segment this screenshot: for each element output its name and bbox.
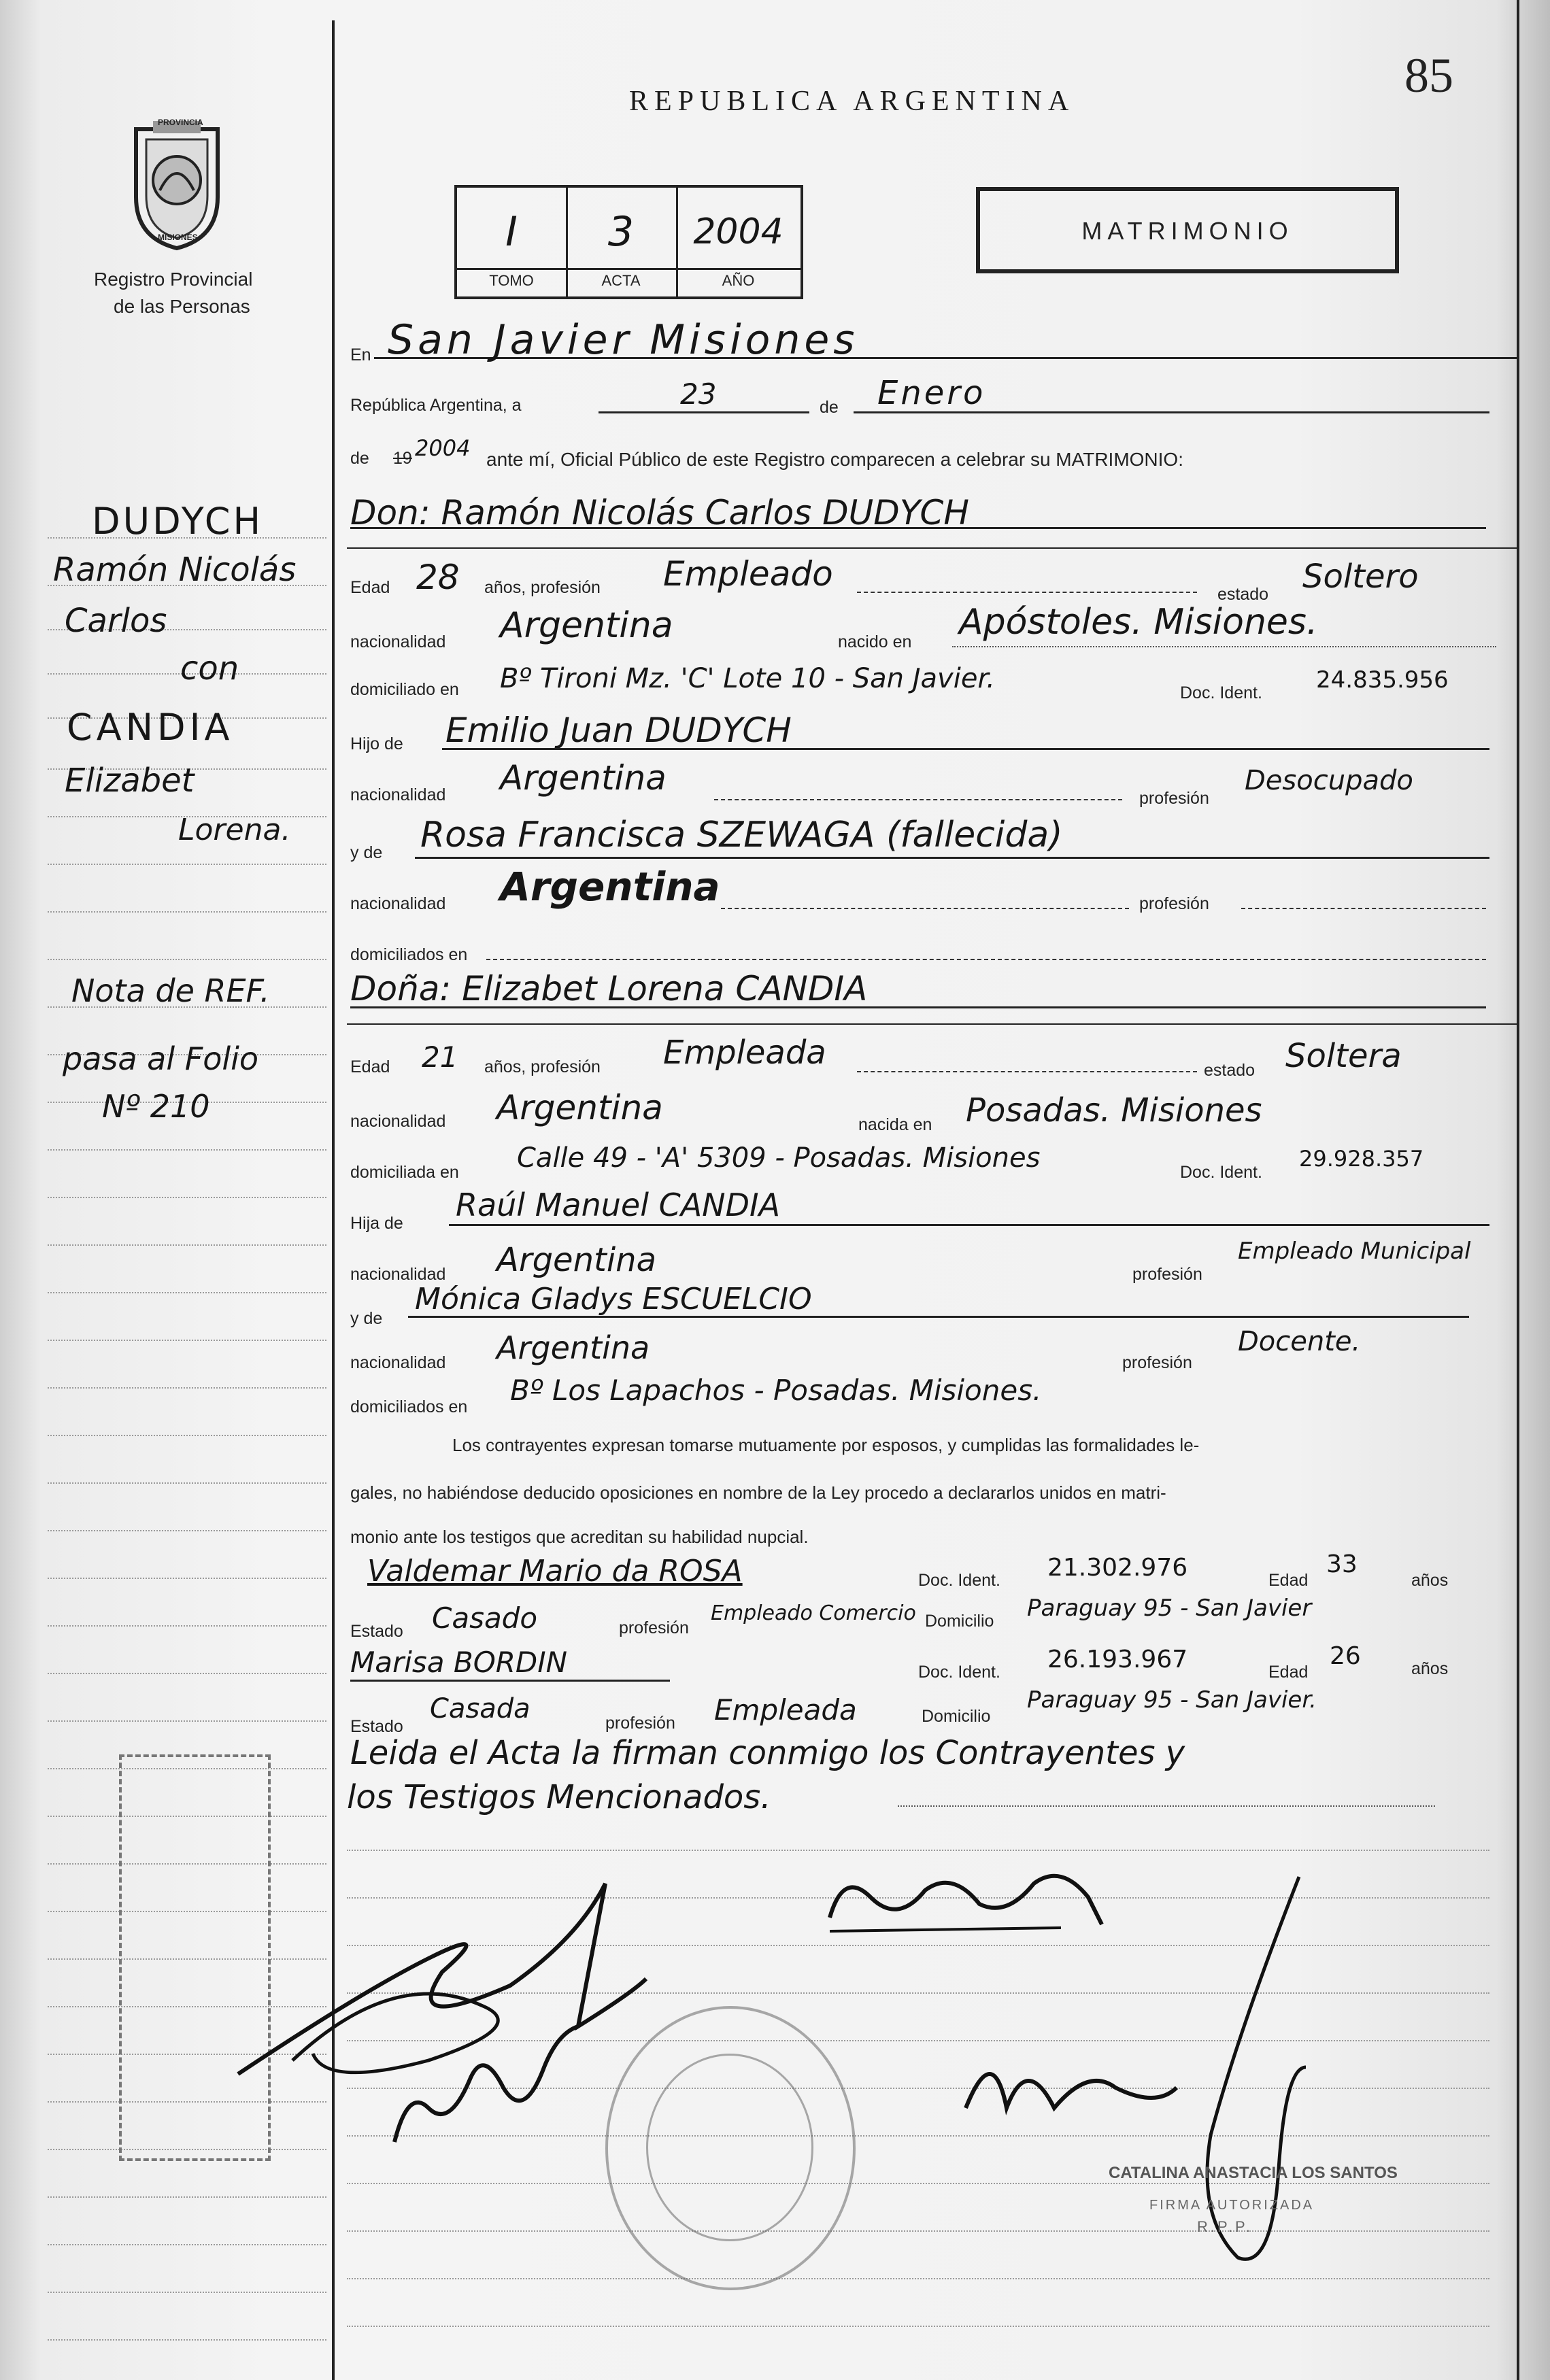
place-value: San Javier Misiones [388, 316, 859, 364]
bride-mother-nat: Argentina [496, 1329, 650, 1366]
country-title: REPUBLICA ARGENTINA [629, 86, 1075, 117]
witness2-estado-label: Estado [350, 1717, 403, 1736]
witness2-doc-label: Doc. Ident. [918, 1663, 1000, 1682]
groom-doc: 24.835.956 [1316, 666, 1449, 694]
official-title: FIRMA AUTORIZADA [1149, 2198, 1315, 2213]
groom-father-prof: Desocupado [1245, 765, 1413, 796]
groom-father-prof-label: profesión [1139, 789, 1209, 808]
margin-nota-ref: Nota de REF. [71, 972, 270, 1009]
bride-mother-nat-label: nacionalidad [350, 1353, 446, 1372]
groom-mother: Rosa Francisca SZEWAGA (fallecida) [420, 815, 1063, 855]
groom-age: 28 [416, 558, 460, 597]
registry-name-line2: de las Personas [114, 296, 250, 317]
witness1-prof: Empleado Comercio [711, 1601, 916, 1625]
legal-text-3: monio ante los testigos que acreditan su habilidad nupcial. [350, 1527, 809, 1547]
groom-anos-profesion: años, profesión [484, 578, 601, 597]
groom-mother-nat: Argentina [500, 864, 720, 910]
ante-text: ante mí, Oficial Público de este Registro comparecen a celebrar su MATRIMONIO: [486, 449, 1183, 470]
witness2-edad-label: Edad [1268, 1663, 1309, 1682]
witness2-prof: Empleada [714, 1693, 857, 1727]
witness1-estado: Casado [432, 1601, 538, 1635]
legal-text-1: Los contrayentes expresan tomarse mutuamente por esposos, y cumplidas las formalidades le- [452, 1435, 1200, 1455]
acta-label: ACTA [601, 272, 641, 289]
witness2-prof-label: profesión [605, 1714, 675, 1733]
hija-label: Hija de [350, 1214, 403, 1233]
ano-label: AÑO [722, 272, 755, 289]
groom-line: Don: Ramón Nicolás Carlos DUDYCH [350, 493, 969, 532]
right-border [1517, 0, 1519, 2380]
bride-parents-dom-label: domiciliados en [350, 1397, 468, 1416]
margin-names-4: Lorena. [178, 813, 291, 847]
bride-nationality: Argentina [496, 1088, 663, 1127]
bride-line: Doña: Elizabet Lorena CANDIA [350, 969, 868, 1008]
day-value: 23 [680, 377, 717, 411]
bride-parents-address: Bº Los Lapachos - Posadas. Misiones. [510, 1374, 1042, 1407]
hijo-label: Hijo de [350, 734, 403, 753]
legal-text-2: gales, no habiéndose deducido oposiciones en nombre de la Ley procedo a declararlos unidos en matri- [350, 1482, 1166, 1503]
groom-estado: Soltero [1302, 558, 1419, 596]
groom-nat-label: nacionalidad [350, 632, 446, 651]
margin-names-2: Carlos [65, 602, 167, 640]
witness1-age: 33 [1326, 1550, 1358, 1578]
groom-domiciliado-label: domiciliado en [350, 680, 459, 699]
record-type-box [976, 187, 1399, 273]
witness1-edad-label: Edad [1268, 1571, 1309, 1590]
bride-father-nat: Argentina [496, 1241, 656, 1279]
bride-anos-profesion: años, profesión [484, 1057, 601, 1076]
republica-label: República Argentina, a [350, 396, 522, 415]
bride-profession: Empleada [663, 1034, 826, 1072]
margin-surname-2: CANDIA [67, 706, 234, 749]
witness2-name: Marisa BORDIN [350, 1646, 568, 1679]
margin-pasa-folio: pasa al Folio [63, 1040, 259, 1077]
bride-father-nat-label: nacionalidad [350, 1265, 446, 1284]
bride-domiciliada-label: domiciliada en [350, 1163, 459, 1182]
official-name: CATALINA ANASTACIA LOS SANTOS [1109, 2164, 1398, 2182]
bride-father-prof-label: profesión [1132, 1265, 1202, 1284]
margin-names-3: Elizabet [65, 762, 195, 800]
groom-mother-prof-label: profesión [1139, 894, 1209, 913]
groom-profession: Empleado [663, 554, 833, 594]
bride-birthplace: Posadas. Misiones [966, 1091, 1262, 1129]
tomo-label: TOMO [489, 272, 534, 289]
witness1-domicilio-label: Domicilio [925, 1612, 994, 1631]
bride-mother-prof-label: profesión [1122, 1353, 1192, 1372]
signature-official-icon [952, 1863, 1387, 2285]
seal-text-top: PROVINCIA [158, 118, 203, 127]
bride-nacida-label: nacida en [858, 1115, 932, 1134]
year-prefix: 19 [393, 449, 412, 468]
witness1-address: Paraguay 95 - San Javier [1027, 1595, 1312, 1622]
de2-label: de [350, 449, 369, 468]
margin-names-1: Ramón Nicolás [53, 551, 297, 589]
witness2-age: 26 [1330, 1642, 1361, 1670]
groom-edad-label: Edad [350, 578, 390, 597]
ano-value: 2004 [693, 211, 784, 252]
folio-number: 85 [1404, 48, 1453, 103]
witness1-doc-label: Doc. Ident. [918, 1571, 1000, 1590]
closing-line-1: Leida el Acta la firman conmigo los Contrayentes y [350, 1734, 1185, 1772]
tomo-value: I [505, 208, 518, 256]
groom-birthplace: Apóstoles. Misiones. [959, 602, 1318, 643]
groom-father-nat-label: nacionalidad [350, 785, 446, 804]
bride-nat-label: nacionalidad [350, 1112, 446, 1131]
bride-mother-prof: Docente. [1238, 1326, 1361, 1357]
bride-father-prof: Empleado Municipal [1238, 1238, 1471, 1265]
witness2-estado: Casada [430, 1693, 530, 1724]
groom-nacido-label: nacido en [838, 632, 912, 651]
bride-doc-label: Doc. Ident. [1180, 1163, 1262, 1182]
bride-doc: 29.928.357 [1299, 1146, 1424, 1172]
margin-con: con [180, 649, 239, 687]
witness1-name: Valdemar Mario da ROSA [367, 1554, 743, 1588]
groom-yde-label: y de [350, 843, 383, 862]
margin-surname: DUDYCH [92, 500, 264, 543]
groom-mother-nat-label: nacionalidad [350, 894, 446, 913]
witness1-estado-label: Estado [350, 1622, 403, 1641]
witness2-domicilio-label: Domicilio [922, 1707, 991, 1726]
groom-doc-label: Doc. Ident. [1180, 683, 1262, 702]
closing-line-2: los Testigos Mencionados. [347, 1778, 771, 1816]
en-label: En [350, 345, 371, 364]
bride-mother: Mónica Gladys ESCUELCIO [415, 1282, 812, 1316]
bride-father: Raúl Manuel CANDIA [456, 1187, 781, 1223]
groom-address: Bº Tironi Mz. 'C' Lote 10 - San Javier. [500, 663, 995, 694]
witness2-doc: 26.193.967 [1047, 1646, 1188, 1673]
witness1-prof-label: profesión [619, 1618, 689, 1637]
witness1-doc: 21.302.976 [1047, 1554, 1188, 1582]
record-number-box [454, 185, 803, 299]
bride-estado: Soltera [1285, 1037, 1402, 1075]
bride-age: 21 [422, 1040, 458, 1074]
seal-text-bottom: MISIONES [158, 233, 198, 242]
witness2-anos-label: años [1411, 1659, 1449, 1678]
acta-value: 3 [607, 208, 635, 256]
bride-address: Calle 49 - 'A' 5309 - Posadas. Misiones [517, 1142, 1041, 1174]
official-office: R.P.P. [1197, 2218, 1253, 2235]
groom-parents-dom-label: domiciliados en [350, 945, 468, 964]
month-value: Enero [877, 374, 986, 412]
registry-name-line1: Registro Provincial [94, 269, 253, 290]
record-type-label: MATRIMONIO [1081, 217, 1294, 245]
bride-edad-label: Edad [350, 1057, 390, 1076]
bride-estado-label: estado [1204, 1061, 1256, 1080]
groom-nationality: Argentina [500, 605, 673, 646]
year-value: 2004 [415, 435, 471, 461]
bride-yde-label: y de [350, 1309, 383, 1328]
province-seal-icon [122, 116, 231, 252]
de-label: de [820, 398, 839, 417]
groom-estado-label: estado [1217, 585, 1269, 604]
signature-bride-icon [381, 2006, 599, 2162]
margin-folio-number: Nº 210 [102, 1088, 210, 1125]
groom-father: Emilio Juan DUDYCH [445, 711, 792, 750]
witness2-address: Paraguay 95 - San Javier. [1027, 1686, 1317, 1714]
groom-father-nat: Argentina [500, 758, 667, 798]
witness1-anos-label: años [1411, 1571, 1449, 1590]
